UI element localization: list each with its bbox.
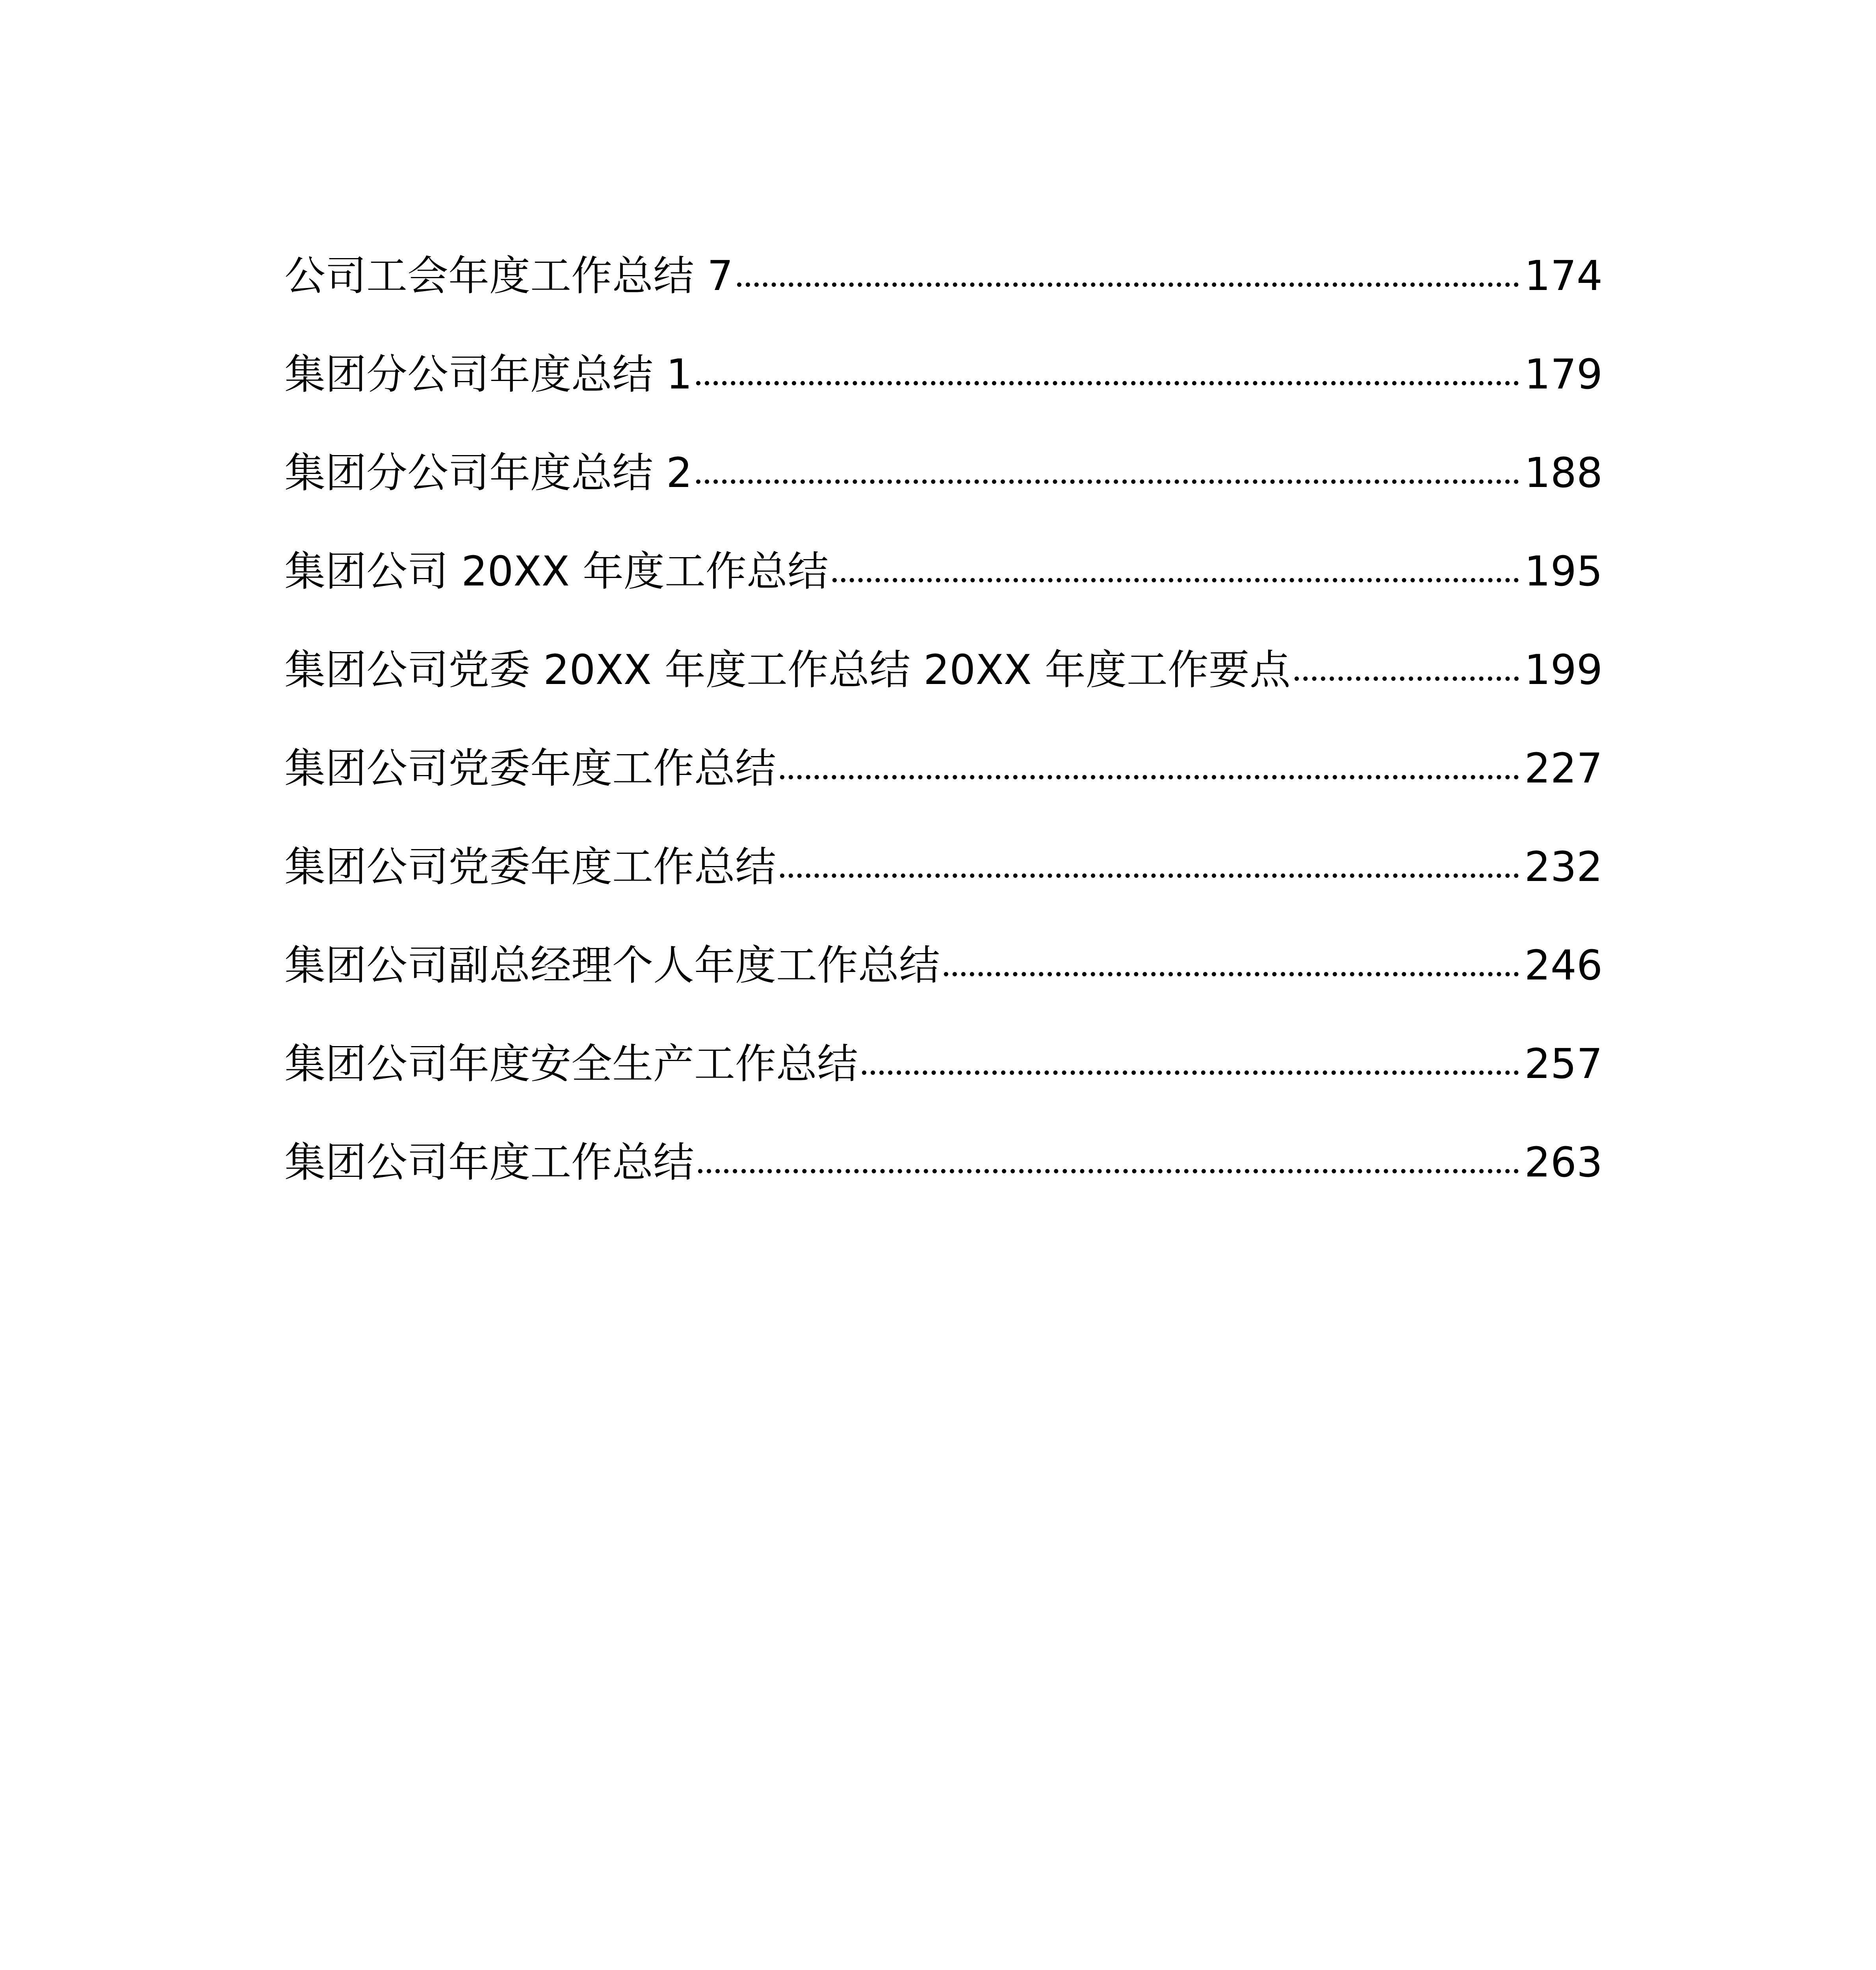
toc-entry[interactable] [284,1123,1603,1221]
dot-leader [780,873,1519,878]
toc-entry-page-number: 257 [1524,1040,1603,1088]
table-of-contents [284,236,1603,1221]
toc-entry-title: 集团公司 20XX 年度工作总结 [284,547,828,595]
dot-leader [1295,676,1519,681]
toc-entry-title: 集团公司副总经理个人年度工作总结 [284,941,940,989]
toc-entry-page-number: 263 [1524,1138,1603,1186]
toc-entry-page-number: 199 [1524,646,1603,694]
toc-entry[interactable] [284,236,1603,335]
toc-entry-title: 公司工会年度工作总结 7 [284,252,734,300]
toc-entry-page-number: 179 [1524,350,1603,398]
toc-entry-page-number: 195 [1524,547,1603,595]
toc-entry-page-number: 246 [1524,941,1603,989]
toc-entry-title: 集团公司年度工作总结 [284,1138,695,1186]
dot-leader [737,282,1519,287]
toc-entry-page-number: 188 [1524,449,1603,497]
toc-entry[interactable] [284,532,1603,630]
toc-entry[interactable] [284,335,1603,433]
dot-leader [862,1070,1519,1075]
toc-entry-title: 集团公司年度安全生产工作总结 [284,1040,858,1088]
toc-entry-page-number: 227 [1524,744,1603,792]
dot-leader [696,381,1519,385]
dot-leader [832,578,1519,582]
toc-entry-page-number: 174 [1524,252,1603,300]
toc-entry-title: 集团分公司年度总结 1 [284,350,693,398]
dot-leader [780,775,1519,779]
toc-entry[interactable] [284,1024,1603,1123]
toc-entry-page-number: 232 [1524,843,1603,891]
toc-entry-title: 集团公司党委 20XX 年度工作总结 20XX 年度工作要点 [284,646,1291,694]
toc-entry-title: 集团分公司年度总结 2 [284,449,693,497]
dot-leader [696,479,1519,484]
toc-entry-title: 集团公司党委年度工作总结 [284,843,776,891]
toc-entry[interactable] [284,926,1603,1024]
toc-entry[interactable] [284,729,1603,827]
toc-entry[interactable] [284,433,1603,532]
toc-entry[interactable] [284,827,1603,926]
toc-entry[interactable] [284,630,1603,729]
dot-leader [698,1169,1519,1173]
toc-entry-title: 集团公司党委年度工作总结 [284,744,776,792]
dot-leader [944,972,1519,976]
